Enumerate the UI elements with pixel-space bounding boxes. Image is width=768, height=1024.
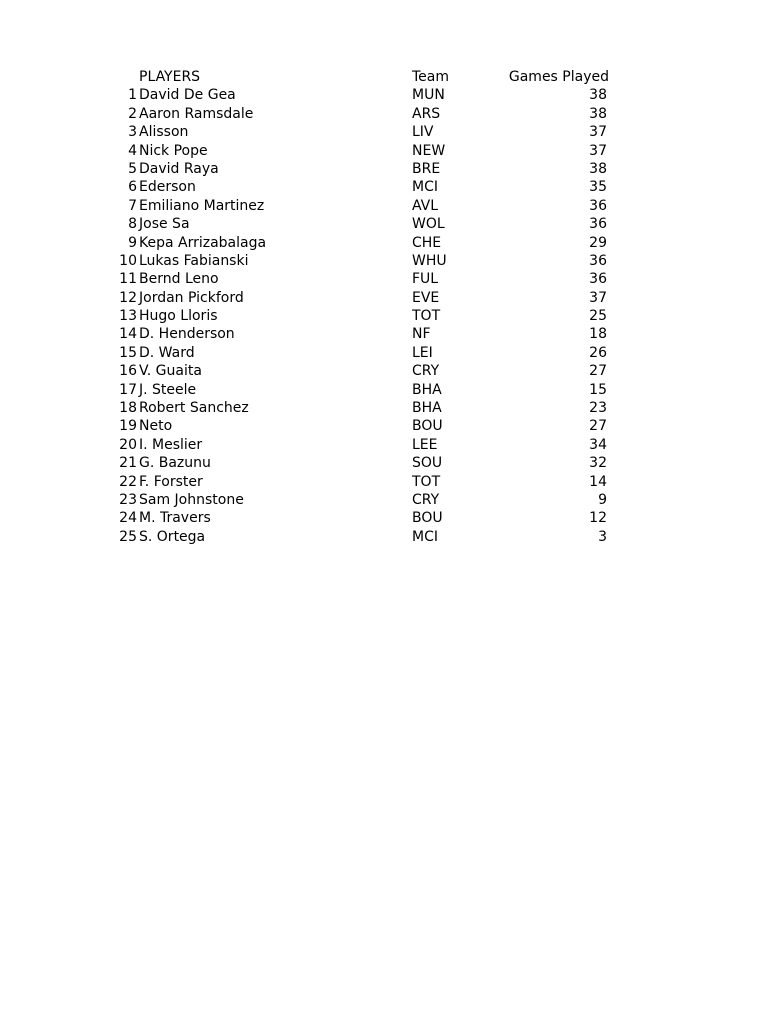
player-name: G. Bazunu xyxy=(139,455,211,472)
player-name: Jordan Pickford xyxy=(139,289,244,306)
table-row xyxy=(0,325,768,343)
team-code: MCI xyxy=(412,179,438,196)
player-name: Ederson xyxy=(139,179,196,196)
games-played: 26 xyxy=(589,344,607,361)
table-row xyxy=(0,307,768,325)
table-row xyxy=(0,215,768,233)
row-number: 17 xyxy=(119,381,137,398)
player-name: J. Steele xyxy=(139,381,197,398)
row-number: 10 xyxy=(119,252,137,269)
team-code: LEI xyxy=(412,344,433,361)
player-name: Kepa Arrizabalaga xyxy=(139,234,267,251)
table-row xyxy=(0,178,768,196)
games-played: 38 xyxy=(589,87,607,104)
team-code: MCI xyxy=(412,528,438,545)
games-played: 37 xyxy=(589,124,607,141)
games-played: 36 xyxy=(589,271,607,288)
table-row xyxy=(0,454,768,472)
games-played: 36 xyxy=(589,216,607,233)
table-row xyxy=(0,289,768,307)
team-code: CRY xyxy=(412,491,440,508)
row-number: 21 xyxy=(119,455,137,472)
games-played: 15 xyxy=(589,381,607,398)
player-name: D. Ward xyxy=(139,344,195,361)
row-number: 11 xyxy=(119,271,137,288)
team-code: MUN xyxy=(412,87,445,104)
games-played: 38 xyxy=(589,105,607,122)
team-code: BHA xyxy=(412,381,442,398)
player-name: M. Travers xyxy=(139,510,211,527)
table-row xyxy=(0,362,768,380)
table-row xyxy=(0,509,768,527)
table-row xyxy=(0,417,768,435)
team-code: NF xyxy=(412,326,431,343)
table-row xyxy=(0,197,768,215)
team-code: NEW xyxy=(412,142,446,159)
player-name: Hugo Lloris xyxy=(139,308,218,325)
games-played: 3 xyxy=(598,528,607,545)
team-code: TOT xyxy=(412,473,441,490)
team-code: LIV xyxy=(412,124,434,141)
table-row xyxy=(0,399,768,417)
row-number: 1 xyxy=(128,87,137,104)
player-name: David De Gea xyxy=(139,87,236,104)
row-number: 19 xyxy=(119,418,137,435)
header-players: PLAYERS xyxy=(139,69,201,85)
row-number: 15 xyxy=(119,344,137,361)
player-name: Neto xyxy=(139,418,173,435)
player-name: Lukas Fabianski xyxy=(139,252,249,269)
row-number: 8 xyxy=(128,216,137,233)
player-name: Bernd Leno xyxy=(139,271,219,288)
players-table xyxy=(0,68,768,546)
games-played: 12 xyxy=(589,510,607,527)
games-played: 35 xyxy=(589,179,607,196)
games-played: 14 xyxy=(589,473,607,490)
games-played: 27 xyxy=(589,363,607,380)
table-header-row xyxy=(0,68,768,86)
team-code: BRE xyxy=(412,160,441,177)
team-code: EVE xyxy=(412,289,440,306)
player-name: Nick Pope xyxy=(139,142,208,159)
games-played: 36 xyxy=(589,252,607,269)
row-number: 25 xyxy=(119,528,137,545)
header-team: Team xyxy=(412,69,450,85)
games-played: 34 xyxy=(589,436,607,453)
games-played: 29 xyxy=(589,234,607,251)
table-row xyxy=(0,252,768,270)
player-name: F. Forster xyxy=(139,473,203,490)
player-name: Robert Sanchez xyxy=(139,400,249,417)
games-played: 32 xyxy=(589,455,607,472)
row-number: 16 xyxy=(119,363,137,380)
team-code: ARS xyxy=(412,105,441,122)
header-games-played: Games Played xyxy=(508,69,609,85)
player-name: S. Ortega xyxy=(139,528,206,545)
table-row xyxy=(0,436,768,454)
team-code: TOT xyxy=(412,308,441,325)
player-name: Jose Sa xyxy=(139,216,190,233)
games-played: 18 xyxy=(589,326,607,343)
row-number: 7 xyxy=(128,197,137,214)
table-row xyxy=(0,344,768,362)
games-played: 27 xyxy=(589,418,607,435)
row-number: 12 xyxy=(119,289,137,306)
team-code: WOL xyxy=(412,216,445,233)
games-played: 25 xyxy=(589,308,607,325)
player-name: Sam Johnstone xyxy=(139,491,244,508)
team-code: FUL xyxy=(412,271,439,288)
player-name: David Raya xyxy=(139,160,219,177)
team-code: BOU xyxy=(412,418,443,435)
team-code: BOU xyxy=(412,510,443,527)
games-played: 37 xyxy=(589,142,607,159)
row-number: 3 xyxy=(128,124,137,141)
table-row xyxy=(0,528,768,546)
player-name: Emiliano Martinez xyxy=(139,197,265,214)
row-number: 13 xyxy=(119,308,137,325)
table-row xyxy=(0,123,768,141)
table-row xyxy=(0,160,768,178)
player-name: I. Meslier xyxy=(139,436,203,453)
games-played: 38 xyxy=(589,160,607,177)
table-row xyxy=(0,473,768,491)
row-number: 5 xyxy=(128,160,137,177)
team-code: CRY xyxy=(412,363,440,380)
team-code: WHU xyxy=(412,252,447,269)
player-name: V. Guaita xyxy=(139,363,202,380)
row-number: 4 xyxy=(128,142,137,159)
player-name: Alisson xyxy=(139,124,189,141)
table-row xyxy=(0,105,768,123)
games-played: 37 xyxy=(589,289,607,306)
row-number: 18 xyxy=(119,400,137,417)
row-number: 14 xyxy=(119,326,137,343)
row-number: 23 xyxy=(119,491,137,508)
team-code: AVL xyxy=(412,197,439,214)
team-code: CHE xyxy=(412,234,442,251)
table-row xyxy=(0,234,768,252)
table-body xyxy=(0,86,768,546)
team-code: LEE xyxy=(412,436,438,453)
row-number: 24 xyxy=(119,510,137,527)
games-played: 23 xyxy=(589,400,607,417)
player-name: D. Henderson xyxy=(139,326,235,343)
table-row xyxy=(0,142,768,160)
table-row xyxy=(0,381,768,399)
table-row xyxy=(0,270,768,288)
games-played: 9 xyxy=(598,491,607,508)
table-row xyxy=(0,491,768,509)
row-number: 22 xyxy=(119,473,137,490)
team-code: SOU xyxy=(412,455,443,472)
team-code: BHA xyxy=(412,400,442,417)
games-played: 36 xyxy=(589,197,607,214)
row-number: 6 xyxy=(128,179,137,196)
player-name: Aaron Ramsdale xyxy=(139,105,254,122)
row-number: 20 xyxy=(119,436,137,453)
table-row xyxy=(0,86,768,104)
row-number: 9 xyxy=(128,234,137,251)
row-number: 2 xyxy=(128,105,137,122)
